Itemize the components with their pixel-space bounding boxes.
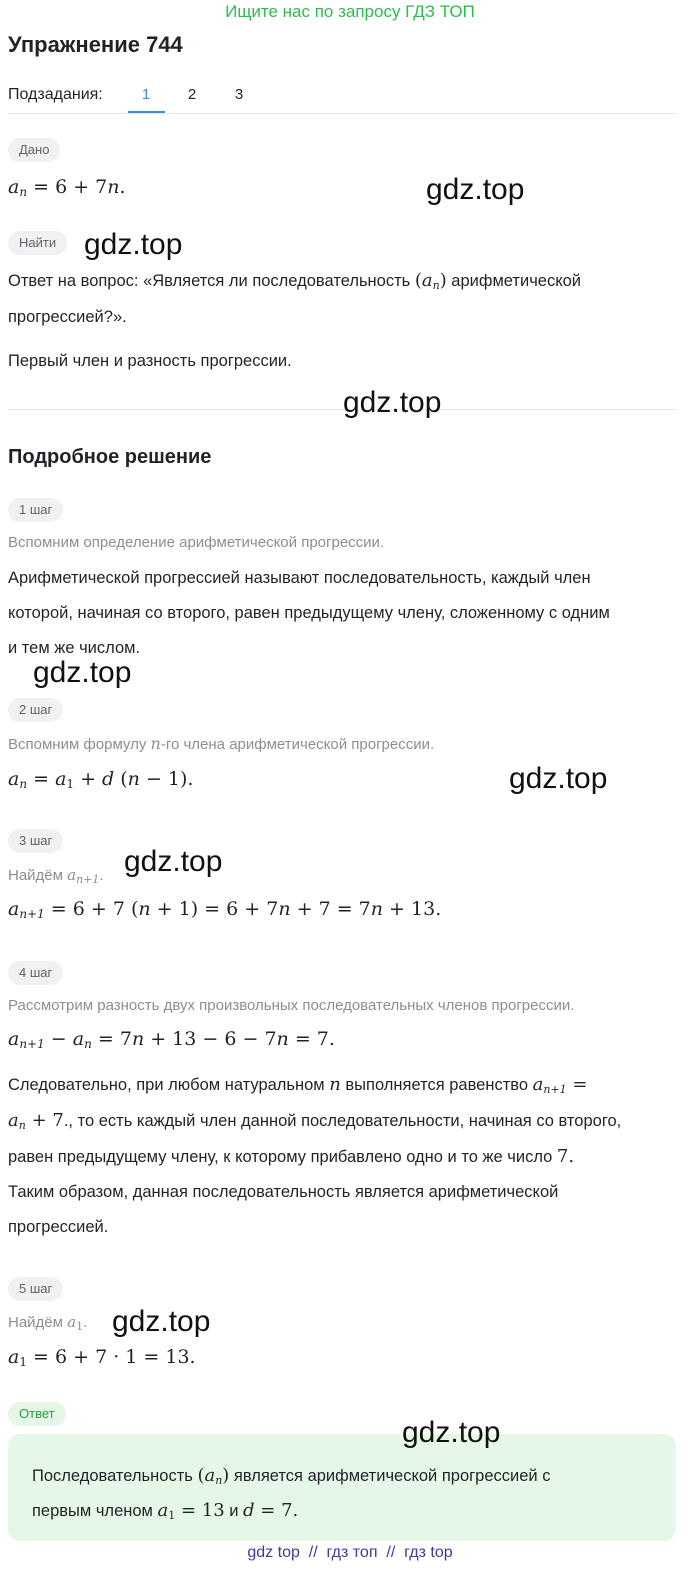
term-n-plus-1: $a_{n+1}$ xyxy=(67,866,100,886)
first-term-symbol: $a_1$ xyxy=(67,1313,84,1333)
step-1-badge: 1 шаг xyxy=(8,498,63,522)
tabs-divider xyxy=(8,113,678,114)
tab-subtask-2[interactable]: 2 xyxy=(187,86,197,103)
tab-subtask-3[interactable]: 3 xyxy=(234,86,244,103)
conclusion-part-2: выполняется равенство xyxy=(340,1076,533,1094)
step-2-formula: $a_n = a_1 + d$ (n − 1). xyxy=(8,768,194,791)
watermark: gdz.top xyxy=(402,1416,501,1449)
answer-and: и xyxy=(224,1502,244,1520)
step-3-badge: 3 шаг xyxy=(8,829,63,853)
step-2-badge: 2 шаг xyxy=(8,698,63,722)
watermark: gdz.top xyxy=(33,656,132,689)
page-title: Упражнение 744 xyxy=(8,32,183,57)
conclusion-part-4: равен предыдущему члену, к которому прибавлено одно и то же число xyxy=(8,1148,557,1166)
step-3-hint: Найдём $a_{n+1}$. xyxy=(8,866,104,886)
watermark: gdz.top xyxy=(343,386,442,419)
n-symbol: n xyxy=(329,1074,341,1095)
active-tab-indicator xyxy=(128,111,165,113)
step-2-hint xyxy=(8,734,434,753)
watermark: gdz.top xyxy=(509,762,608,795)
answer-line-1 xyxy=(32,1459,550,1498)
find-item-2: Первый член и разность прогрессии. xyxy=(8,352,292,370)
step-1-hint: Вспомним определение арифметической прогрессии. xyxy=(8,534,385,551)
find-question-start: Ответ на вопрос: «Является ли последовательность xyxy=(8,272,415,290)
step-4-conclusion-2 xyxy=(8,1104,621,1143)
answer-end: является арифметической прогрессией с xyxy=(229,1467,551,1485)
step-1-line-3: и тем же числом. xyxy=(8,639,141,657)
step-4-conclusion-5: прогрессией. xyxy=(8,1218,109,1236)
step-4-conclusion-1 xyxy=(8,1068,587,1107)
term-n-plus-7: $a_n + 7$ xyxy=(8,1110,64,1132)
step-4-badge: 4 шаг xyxy=(8,961,63,985)
step-4-conclusion-4: Таким образом, данная последовательность является арифметической xyxy=(8,1183,559,1201)
find-badge: Найти xyxy=(8,231,67,255)
step-4-hint: Рассмотрим разность двух произвольных последовательных членов прогрессии. xyxy=(8,997,575,1014)
step-5-formula: $a_1 = 6 + 7 \cdot 1 = 13$. xyxy=(8,1346,196,1369)
watermark: gdz.top xyxy=(124,845,223,878)
sequence-symbol: $(a_n)$ xyxy=(414,270,447,292)
subtasks-label: Подзадания: xyxy=(8,86,103,103)
number-seven: 7. xyxy=(556,1146,575,1167)
find-question xyxy=(8,264,581,303)
step-5-badge: 5 шаг xyxy=(8,1277,63,1301)
conclusion-part-3: ., то есть каждый член данной последовательности, начиная со второго, xyxy=(63,1112,622,1130)
find-question-line2: прогрессией?». xyxy=(8,308,127,326)
answer-start: Последовательность xyxy=(32,1467,198,1485)
tab-subtask-1[interactable]: 1 xyxy=(141,86,151,103)
step-5-hint: Найдём $a_1$. xyxy=(8,1313,88,1333)
given-badge: Дано xyxy=(8,138,60,162)
watermark: gdz.top xyxy=(84,228,183,261)
sequence-symbol: $(a_n)$ xyxy=(197,1465,230,1487)
step-1-line-2: которой, начиная со второго, равен предыдущему члену, сложенному с одним xyxy=(8,604,610,622)
answer-badge: Ответ xyxy=(8,1402,66,1426)
step-5-hint-text: Найдём xyxy=(8,1314,68,1331)
answer-first-term-label: первым членом xyxy=(32,1502,158,1520)
find-question-end: арифметической xyxy=(446,272,582,290)
watermark: gdz.top xyxy=(112,1305,211,1338)
step-2-hint-end: -го члена арифметической прогрессии. xyxy=(160,736,435,753)
first-term-value: $a_1 = 13$ xyxy=(157,1500,225,1522)
difference-value: d = 7. xyxy=(243,1500,299,1521)
watermark: gdz.top xyxy=(426,173,525,206)
step-4-formula: $a_{n+1} - a_n = 7n + 13 - 6 - 7n = 7$. xyxy=(8,1028,335,1051)
step-4-conclusion-3 xyxy=(8,1140,574,1174)
term-n-plus-1: $a_{n+1}$ = xyxy=(532,1074,588,1096)
solution-title: Подробное решение xyxy=(8,446,212,468)
step-3-formula: $a_{n+1} = 6 + 7$ (n + 1) = 6 + 7n + 7 = 7n + 13. xyxy=(8,898,442,921)
promo-banner[interactable]: Ищите нас по запросу ГДЗ ТОП xyxy=(225,2,475,21)
given-formula: $a_n = 6 + 7n$. xyxy=(8,176,126,199)
conclusion-part-1: Следовательно, при любом натуральном xyxy=(8,1076,330,1094)
step-3-hint-text: Найдём xyxy=(8,867,68,884)
step-2-hint-start: Вспомним формулу xyxy=(8,736,151,753)
step-1-line-1: Арифметической прогрессией называют последовательность, каждый член xyxy=(8,569,591,587)
answer-line-2 xyxy=(32,1494,298,1533)
footer-links[interactable]: gdz top // гдз топ // гдз top xyxy=(247,1544,453,1561)
n-symbol: n xyxy=(150,734,161,753)
